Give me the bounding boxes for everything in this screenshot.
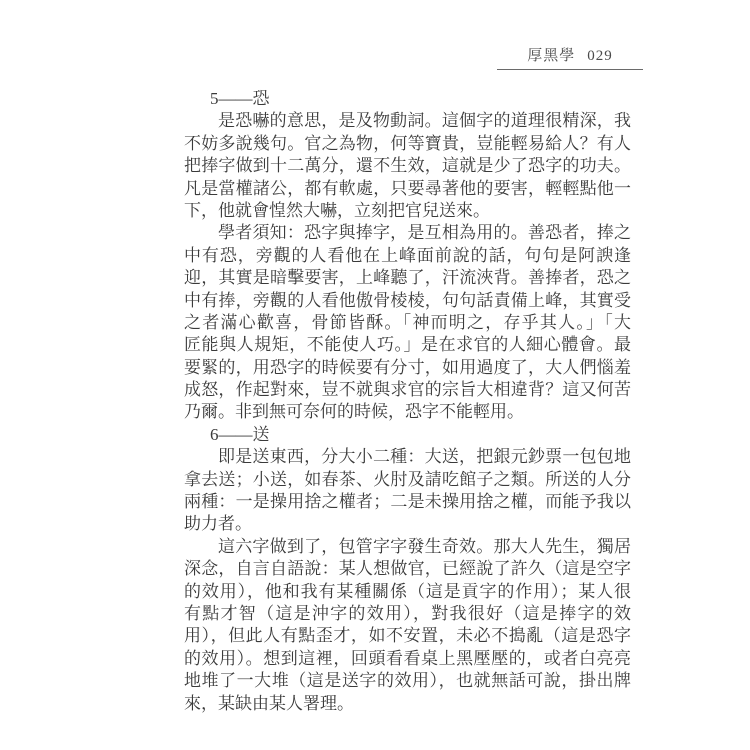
- text-line: 不妨多說幾句。官之為物，何等寶貴，豈能輕易給人？有人: [184, 133, 631, 153]
- text-line: 把捧字做到十二萬分，還不生效，這就是少了恐字的功夫。: [184, 156, 631, 176]
- book-title: 厚黑學: [527, 48, 576, 64]
- page-body: [184, 88, 631, 715]
- page-header: [497, 44, 643, 70]
- section-heading: 5——恐: [210, 89, 270, 108]
- text-line: 用），但此人有點歪才，如不安置，未必不搗亂（這是恐字: [184, 626, 631, 646]
- text-line: 深念，自言自語說：某人想做官，已經說了許久（這是空字: [184, 559, 631, 579]
- text-line: 是恐嚇的意思，是及物動詞。這個字的道理很精深，我: [218, 111, 631, 131]
- text-line: 中有捧，旁觀的人看他傲骨棱棱，句句話責備上峰，其實受: [184, 290, 631, 310]
- section-heading: 6——送: [210, 424, 270, 444]
- text-line: 這六字做到了，包管字字發生奇效。那大人先生，獨居: [218, 536, 631, 556]
- text-line: 成怒，作起對來，豈不就與求官的宗旨大相違背？這又何苦: [184, 380, 631, 400]
- text-line: 乃爾。非到無可奈何的時候，恐字不能輕用。: [184, 402, 524, 422]
- text-line: 之者滿心歡喜，骨節皆酥。「神而明之，存乎其人。」「大: [184, 312, 631, 332]
- text-line: 迎，其實是暗擊要害，上峰聽了，汗流浹背。善捧者，恐之: [184, 268, 631, 288]
- text-line: 凡是當權諸公，都有軟處，只要尋著他的要害，輕輕點他一: [184, 178, 631, 198]
- page-number: 029: [587, 48, 613, 64]
- text-line: 拿去送；小送，如春茶、火肘及請吃館子之類。所送的人分: [184, 469, 631, 489]
- text-line: 兩種：一是操用捨之權者；二是未操用捨之權，而能予我以: [184, 492, 631, 512]
- text-line: 下，他就會惶然大嚇，立刻把官兒送來。: [184, 200, 490, 220]
- text-line: 有點才智（這是沖字的效用），對我很好（這是捧字的效: [184, 603, 631, 623]
- text-line: 中有恐，旁觀的人看他在上峰面前說的話，句句是阿諛逢: [184, 245, 631, 265]
- text-line: 的效用）。想到這裡，回頭看看桌上黑壓壓的，或者白亮亮: [184, 648, 631, 668]
- text-line: 要緊的，用恐字的時候要有分寸，如用過度了，大人們惱羞: [184, 357, 631, 377]
- text-line: 即是送東西，分大小二種：大送，把銀元鈔票一包包地: [218, 447, 631, 467]
- text-line: 學者須知：恐字與捧字，是互相為用的。善恐者，捧之: [218, 223, 631, 243]
- text-line: 來，某缺由某人署理。: [184, 693, 354, 713]
- text-line: 匠能與人規矩，不能使人巧。」是在求官的人細心體會。最: [184, 335, 631, 355]
- text-line: 助力者。: [184, 514, 252, 534]
- text-line: 的效用），他和我有某種關係（這是貢字的作用）；某人很: [184, 581, 631, 601]
- text-line: 地堆了一大堆（這是送字的效用），也就無話可說，掛出牌: [184, 671, 631, 691]
